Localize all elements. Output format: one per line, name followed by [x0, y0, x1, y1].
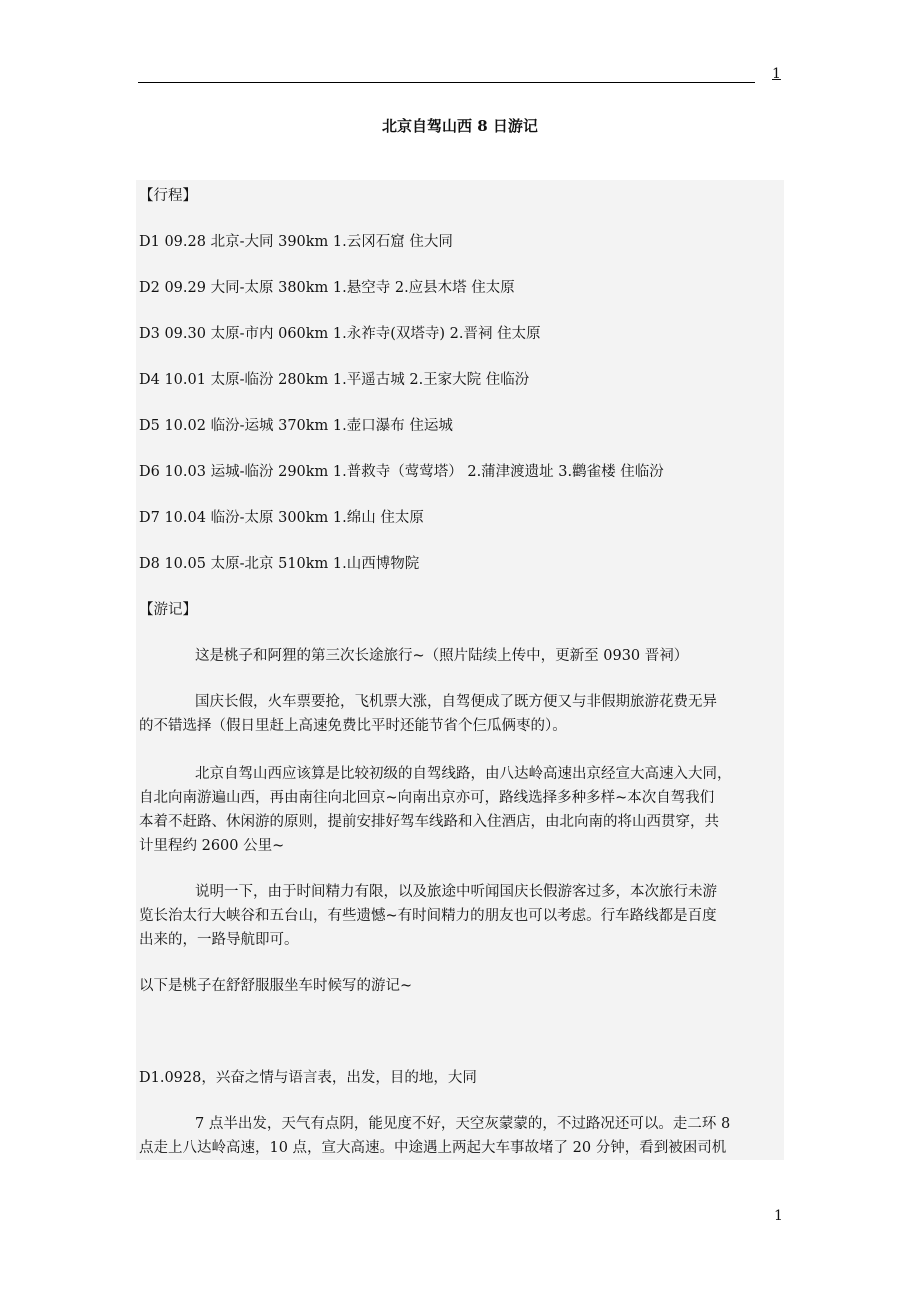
paragraph-line: 览长治太行大峡谷和五台山，有些遗憾~有时间精力的朋友也可以考虑。行车路线都是百度	[139, 908, 717, 924]
footer-page-number: 1	[774, 1208, 783, 1224]
itinerary-day: D1 09.28 北京-大同 390km 1.云冈石窟 住大同	[139, 234, 453, 250]
paragraph-line: 本着不赶路、休闲游的原则，提前安排好驾车线路和入住酒店，由北向南的将山西贯穿，共	[139, 814, 719, 830]
paragraph-line: 7 点半出发，天气有点阴，能见度不好，天空灰蒙蒙的，不过路况还可以。走二环 8	[195, 1116, 731, 1132]
itinerary-day: D4 10.01 太原-临汾 280km 1.平遥古城 2.王家大院 住临汾	[139, 372, 530, 388]
paragraph-line: 出来的，一路导航即可。	[139, 932, 299, 948]
travelogue-heading: 【游记】	[139, 602, 197, 618]
itinerary-day: D8 10.05 太原-北京 510km 1.山西博物院	[139, 556, 420, 572]
itinerary-day: D5 10.02 临汾-运城 370km 1.壶口瀑布 住运城	[139, 418, 453, 434]
paragraph-line: 国庆长假，火车票要抢，飞机票大涨，自驾便成了既方便又与非假期旅游花费无异	[195, 694, 717, 710]
paragraph-line: 计里程约 2600 公里~	[139, 838, 285, 854]
paragraph-line: 说明一下，由于时间精力有限，以及旅途中听闻国庆长假游客过多，本次旅行未游	[195, 884, 717, 900]
itinerary-day: D2 09.29 大同-太原 380km 1.悬空寺 2.应县木塔 住太原	[139, 280, 515, 296]
header-page-number: 1	[772, 66, 781, 82]
document-title: 北京自驾山西 8 日游记	[382, 117, 538, 135]
paragraph-line: 北京自驾山西应该算是比较初级的自驾线路，由八达岭高速出京经宣大高速入大同，	[195, 766, 732, 782]
day-heading: D1.0928，兴奋之情与语言表，出发，目的地，大同	[139, 1070, 477, 1086]
paragraph-line: 点走上八达岭高速，10 点，宣大高速。中途遇上两起大车事故堵了 20 分钟，看到被困司机	[139, 1140, 727, 1156]
itinerary-day: D3 09.30 太原-市内 060km 1.永祚寺(双塔寺) 2.晋祠 住太原	[139, 326, 541, 342]
paragraph-line: 自北向南游遍山西，再由南往向北回京~向南出京亦可，路线选择多种多样~本次自驾我们	[139, 790, 715, 806]
paragraph-line: 的不错选择（假日里赶上高速免费比平时还能节省个仨瓜俩枣的）。	[139, 718, 567, 734]
header-rule	[138, 82, 755, 83]
itinerary-heading: 【行程】	[139, 188, 197, 204]
itinerary-day: D6 10.03 运城-临汾 290km 1.普救寺（莺莺塔） 2.蒲津渡遗址 3.鹳雀楼 住临汾	[139, 464, 664, 480]
itinerary-day: D7 10.04 临汾-太原 300km 1.绵山 住太原	[139, 510, 424, 526]
paragraph-line: 这是桃子和阿狸的第三次长途旅行~（照片陆续上传中，更新至 0930 晋祠）	[195, 648, 689, 664]
paragraph-line: 以下是桃子在舒舒服服坐车时候写的游记~	[139, 978, 413, 994]
